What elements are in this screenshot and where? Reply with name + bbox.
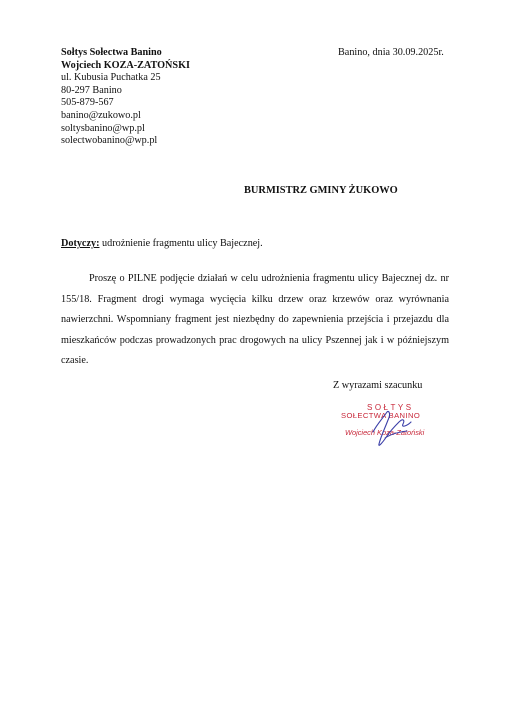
sender-phone: 505-879-567 [61, 97, 114, 109]
letter-body: Proszę o PILNE podjęcie działań w celu udrożnienia fragmentu ulicy Bajecznej dz. nr 155/18. Fragment drogi wymaga wycięcia kilku drzew oraz krzewów oraz wyrównania nawierzchni. Wspomniany fragment jest niezbędny do zapewnienia przejścia i przejazdu dla mieszkańców podczas prowadzonych prac drogowych na ulicy Pszennej jak i w późniejszym czasie. [61, 273, 449, 366]
subject-label: Dotyczy: [61, 238, 100, 249]
signature-stroke [373, 411, 411, 445]
stamp-name: Wojciech Koza-Zatoński [345, 428, 425, 437]
official-stamp [333, 398, 443, 458]
sender-block [61, 47, 190, 148]
stamp-title: SOŁTYS [367, 403, 414, 412]
closing: Z wyrazami szacunku [333, 380, 423, 391]
sender-title: Sołtys Sołectwa Banino [61, 47, 162, 58]
subject-text: udrożnienie fragmentu ulicy Bajecznej. [99, 238, 263, 249]
place-date: Banino, dnia 30.09.2025r. [338, 47, 444, 58]
sender-name: Wojciech KOZA-ZATOŃSKI [61, 59, 190, 71]
subject-line [61, 238, 263, 249]
sender-email-3: solectwobanino@wp.pl [61, 135, 158, 147]
sender-postal: 80-297 Banino [61, 84, 122, 96]
sender-email-2: soltysbanino@wp.pl [61, 122, 145, 134]
stamp-subtitle: SOŁECTWA BANINO [341, 411, 421, 420]
recipient: BURMISTRZ GMINY ŻUKOWO [244, 185, 398, 196]
sender-email-1: banino@zukowo.pl [61, 109, 141, 121]
handwritten-signature [333, 398, 443, 458]
sender-street: ul. Kubusia Puchatka 25 [61, 72, 161, 84]
